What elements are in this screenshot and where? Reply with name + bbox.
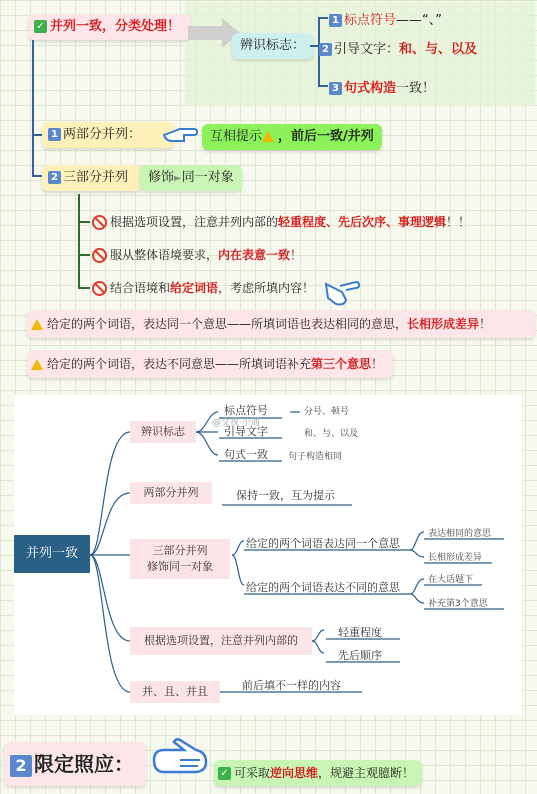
branch-conjunction-label: 并、且、并且 bbox=[142, 685, 208, 698]
top-title-card bbox=[28, 14, 190, 40]
mindmap-branch-conjunction bbox=[130, 681, 220, 703]
bottom-title-card bbox=[4, 742, 146, 786]
three-part-card bbox=[42, 165, 142, 191]
mark-label-card bbox=[232, 33, 313, 59]
pointing-hand-icon bbox=[162, 125, 198, 143]
top-title: 并列一致，分类处理！ bbox=[50, 19, 181, 34]
warning-1-emph: 长相形成差异 bbox=[407, 317, 480, 331]
two-part-label: 两部分并列： bbox=[63, 127, 142, 142]
mark-item-1 bbox=[329, 9, 442, 28]
mark-item-2 bbox=[319, 38, 477, 57]
branch-identify-label: 辨识标志 bbox=[141, 425, 185, 438]
two-part-hint-post: ，前后一致/并列 bbox=[278, 129, 374, 144]
rule-item-2 bbox=[92, 246, 302, 263]
warning-2-pre: 给定的两个词语，表达不同意思——所填词语补充 bbox=[47, 357, 312, 371]
options-item-1: 轻重程度 bbox=[338, 626, 382, 639]
rule-2-pre: 服从整体语境要求， bbox=[110, 248, 219, 262]
branch-three-part-line1: 三部分并列 bbox=[152, 544, 208, 557]
mark-item-2-value: 和、与、以及 bbox=[399, 42, 478, 57]
rule-1-pre: 根据选项设置，注意并列内部的 bbox=[110, 215, 279, 229]
prohibited-icon bbox=[92, 281, 107, 296]
mark-item-3-label: 句式构造 bbox=[344, 81, 397, 96]
conjunction-detail: 前后填不一样的内容 bbox=[242, 679, 341, 692]
warning-icon bbox=[262, 131, 274, 142]
mark-item-3-value: 一致！ bbox=[396, 81, 436, 96]
left-spine bbox=[32, 40, 34, 176]
bottom-hint-post: ，规避主观臆断！ bbox=[318, 766, 415, 780]
mark-connector-3 bbox=[318, 85, 328, 87]
warning-icon bbox=[31, 359, 43, 370]
mark-connector-1 bbox=[318, 17, 328, 19]
number-2-icon: 2 bbox=[319, 43, 332, 56]
rule-3-pre: 结合语境和 bbox=[110, 281, 171, 295]
identify-item-1-detail: 分号、顿号 bbox=[304, 407, 350, 417]
mindmap-branch-two-part bbox=[130, 482, 212, 504]
pointing-hand-icon bbox=[322, 278, 362, 308]
mark-item-3 bbox=[329, 77, 435, 96]
mark-item-1-value: ——“、” bbox=[396, 13, 442, 28]
pointing-hand-icon bbox=[150, 738, 212, 778]
identify-item-1: 标点符号 bbox=[224, 404, 268, 417]
two-part-detail: 保持一致，互为提示 bbox=[236, 489, 335, 502]
prohibited-icon bbox=[92, 215, 107, 230]
two-part-card bbox=[42, 122, 174, 148]
three-part-modifier-post: 同一对象 bbox=[181, 170, 234, 185]
number-2-icon: 2 bbox=[48, 171, 61, 184]
check-icon: ✓ bbox=[218, 767, 231, 780]
warning-2-emph: 第三个意思 bbox=[311, 357, 372, 371]
three-part-diff: 给定的两个词语表达不同的意思 bbox=[246, 581, 400, 594]
warning-card-1 bbox=[27, 310, 535, 338]
number-3-icon: 3 bbox=[329, 82, 342, 95]
bottom-title: 限定照应： bbox=[34, 752, 134, 776]
mark-item-2-label: 引导文字： bbox=[334, 42, 400, 57]
branch-three-part-line2: 修饰同一对象 bbox=[147, 560, 213, 573]
mindmap-branch-options bbox=[130, 627, 312, 655]
warning-card-2 bbox=[27, 350, 393, 378]
warning-2-post: ！ bbox=[371, 357, 384, 371]
shoe-icon: ► bbox=[174, 173, 182, 184]
options-item-2: 先后顺序 bbox=[338, 649, 382, 662]
three-part-same: 给定的两个词语表达同一个意思 bbox=[246, 537, 400, 550]
check-icon: ✓ bbox=[34, 20, 47, 33]
mindmap-root bbox=[14, 535, 90, 573]
branch-two-part-label: 两部分并列 bbox=[143, 486, 199, 499]
three-part-diff-detail-1: 在大话题下 bbox=[428, 575, 474, 585]
prohibited-icon bbox=[92, 248, 107, 263]
warning-1-pre: 给定的两个词语，表达同一个意思——所填词语也表达相同的意思， bbox=[47, 317, 408, 331]
number-1-icon: 1 bbox=[48, 128, 61, 141]
branch-options-label: 根据选项设置，注意并列内部的 bbox=[144, 634, 298, 647]
two-part-hint-pre: 互相提示 bbox=[210, 129, 263, 144]
two-part-hint-card bbox=[202, 124, 382, 150]
rules-connector-1 bbox=[78, 221, 90, 223]
mark-item-1-label: 标点符号 bbox=[344, 13, 397, 28]
rules-connector-2 bbox=[78, 254, 90, 256]
mindmap-panel bbox=[14, 395, 522, 715]
mindmap-root-label: 并列一致 bbox=[25, 546, 78, 561]
mindmap-watermark: @文视·小通 bbox=[212, 418, 260, 428]
rules-connector-3 bbox=[78, 287, 90, 289]
mark-label: 辨识标志： bbox=[240, 38, 306, 53]
rules-connector bbox=[78, 194, 80, 288]
mindmap-branch-three-part bbox=[130, 539, 230, 579]
rule-2-post: ！ bbox=[290, 248, 303, 262]
number-2-icon: 2 bbox=[10, 755, 32, 777]
three-part-diff-detail-2: 补充第3个意思 bbox=[428, 599, 488, 609]
rule-item-1 bbox=[92, 213, 470, 230]
gray-arrow-icon bbox=[188, 26, 224, 40]
rule-item-3 bbox=[92, 279, 314, 296]
identify-item-3: 句式一致 bbox=[224, 448, 268, 461]
warning-1-post: ！ bbox=[479, 317, 492, 331]
rule-2-emph: 内在表意一致 bbox=[218, 248, 291, 262]
warning-icon bbox=[31, 319, 43, 330]
bottom-hint-pre: 可采取 bbox=[234, 766, 271, 780]
three-part-modifier-card bbox=[140, 165, 242, 191]
three-part-same-detail-2: 长相形成差异 bbox=[428, 553, 483, 563]
bottom-hint-emph: 逆向思维 bbox=[270, 766, 319, 780]
identify-item-2-detail: 和、与、以及 bbox=[304, 429, 359, 439]
rule-1-post: ！！ bbox=[446, 215, 471, 229]
number-1-icon: 1 bbox=[329, 14, 342, 27]
three-part-modifier-pre: 修饰 bbox=[148, 170, 175, 185]
three-part-same-detail-1: 表达相同的意思 bbox=[428, 529, 492, 539]
rule-3-emph: 给定词语 bbox=[170, 281, 219, 295]
bottom-hint-card bbox=[214, 760, 422, 786]
identify-item-2: 引导文字 bbox=[224, 425, 268, 438]
rule-3-post: ，考虑所填内容！ bbox=[218, 281, 315, 295]
mindmap-branch-identify bbox=[130, 421, 196, 443]
rule-1-emph: 轻重程度、先后次序、事理逻辑 bbox=[278, 215, 447, 229]
identify-item-3-detail: 句子构造相同 bbox=[288, 452, 343, 462]
three-part-label: 三部分并列 bbox=[63, 170, 129, 185]
